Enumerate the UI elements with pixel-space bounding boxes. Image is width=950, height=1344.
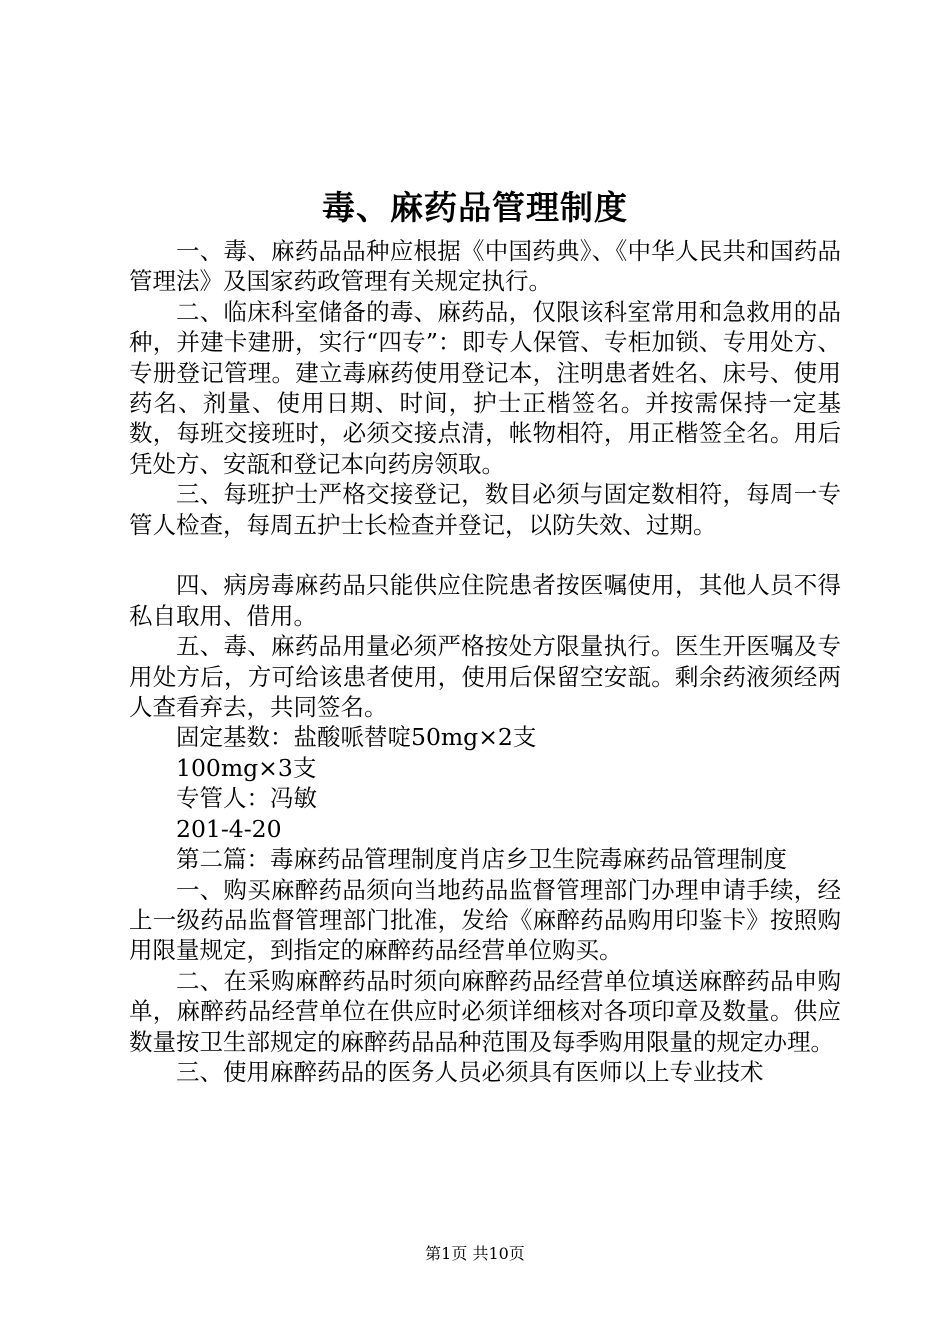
section-two-heading: 第二篇：毒麻药品管理制度肖店乡卫生院毒麻药品管理制度 [176, 845, 787, 874]
paragraph-6: 一、购买麻醉药品须向当地药品监督管理部门办理申请手续，经上一级药品监督管理部门批准，发给《麻醉药品购用印鉴卡》按照购用限量规定，到指定的麻醉药品经营单位购买。 [129, 875, 841, 965]
document-title: 毒、麻药品管理制度 [322, 188, 628, 227]
page-indicator: 第1页 共10页 [425, 1244, 525, 1263]
paragraph-4: 四、病房毒麻药品只能供应住院患者按医嘱使用，其他人员不得私自取用、借用。 [129, 571, 841, 630]
paragraph-7: 二、在采购麻醉药品时须向麻醉药品经营单位填送麻醉药品申购单，麻醉药品经营单位在供应时必须详细核对各项印章及数量。供应数量按卫生部规定的麻醉药品品种范围及每季购用限量的规定办理。 [129, 966, 841, 1056]
paragraph-2: 二、临床科室储备的毒、麻药品，仅限该科室常用和急救用的品种，并建卡建册，实行“四专”：即专人保管、专柜加锁、专用处方、专册登记管理。建立毒麻药使用登记本，注明患者姓名、床号、使用药名、剂量、使用日期、时间，护士正楷签名。并按需保持一定基数，每班交接班时，必须交接点清，帐物相符，用正楷签全名。用后凭处方、安瓿和登记本向药房领取。 [129, 297, 841, 478]
paragraph-5: 五、毒、麻药品用量必须严格按处方限量执行。医生开医嘱及专用处方后，方可给该患者使用，使用后保留空安瓿。剩余药液须经两人查看弃去，共同签名。 [129, 632, 841, 722]
paragraph-8: 三、使用麻醉药品的医务人员必须具有医师以上专业技术 [176, 1057, 764, 1086]
fixed-base-line-2: 100mg×3支 [176, 753, 317, 782]
fixed-base-line: 固定基数：盐酸哌替啶50mg×2支 [176, 723, 537, 752]
document-body [129, 236, 841, 1087]
paragraph-gap [129, 540, 841, 570]
date-line: 201-4-20 [176, 814, 282, 843]
paragraph-1: 一、毒、麻药品品种应根据《中国药典》、《中华人民共和国药品管理法》及国家药政管理有关规定执行。 [129, 237, 841, 296]
paragraph-3: 三、每班护士严格交接登记，数目必须与固定数相符，每周一专管人检查，每周五护士长检查并登记，以防失效、过期。 [129, 480, 841, 539]
custodian-line: 专管人：冯敏 [176, 784, 317, 813]
